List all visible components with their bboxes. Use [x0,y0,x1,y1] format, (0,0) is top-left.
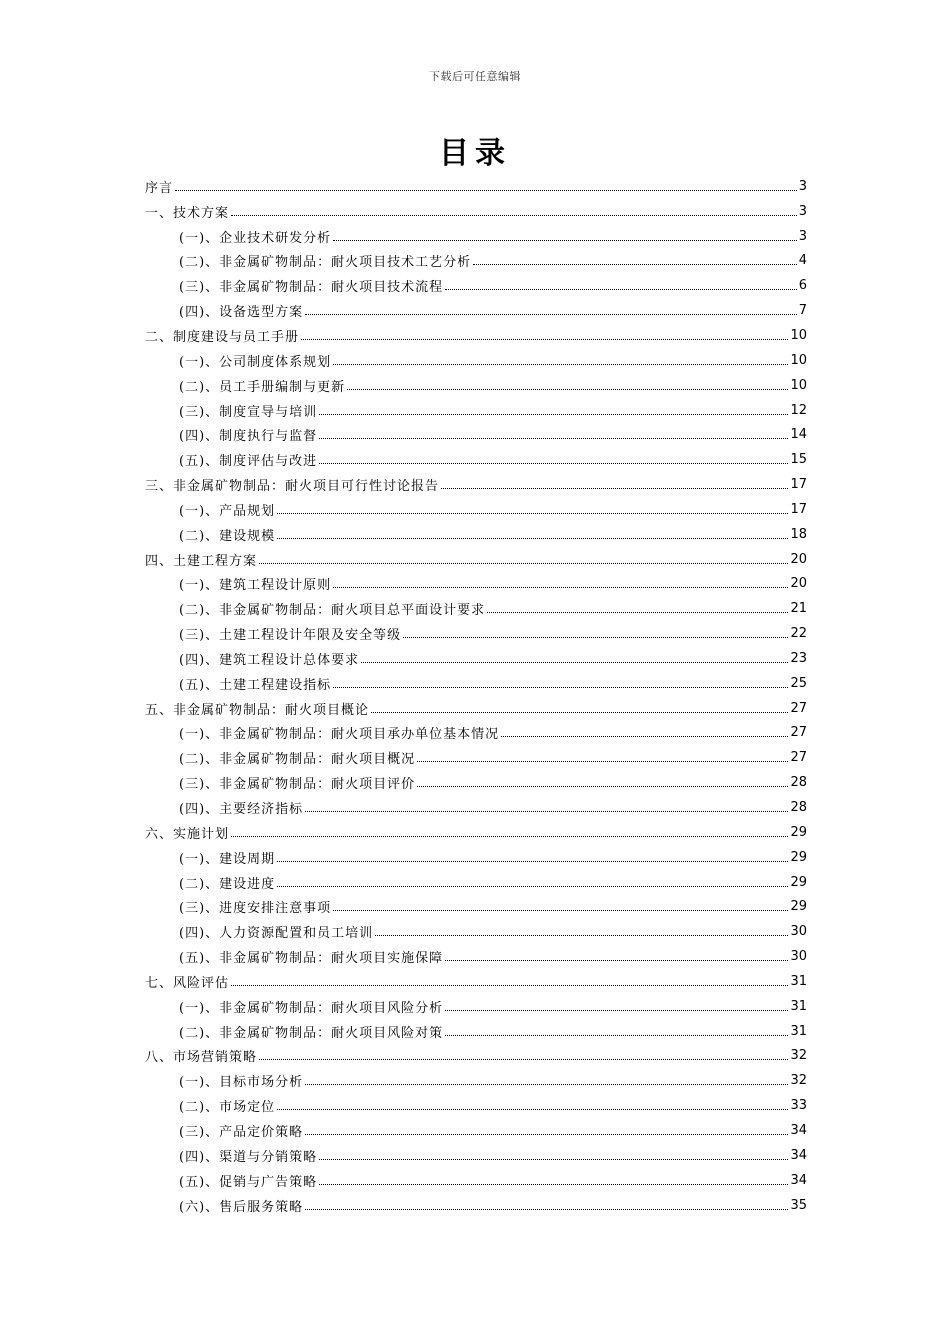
toc-entry[interactable] [145,572,807,597]
toc-page-number: 22 [790,626,807,642]
toc-entry[interactable] [145,894,807,919]
toc-page-number: 17 [790,477,807,493]
toc-page-number: 3 [798,178,807,194]
toc-dot-leader [277,861,788,862]
toc-dot-leader [277,513,788,514]
toc-entry[interactable] [145,1143,807,1168]
toc-dot-leader [445,960,788,961]
toc-entry-text: (四)、渠道与分销策略 [179,1149,318,1165]
toc-entry[interactable] [145,298,807,323]
toc-dot-leader [231,215,797,216]
toc-dot-leader [319,1184,788,1185]
toc-entry-text: (二)、建设进度 [179,876,276,892]
table-of-contents [145,174,807,1217]
toc-entry-text: (三)、产品定价策略 [179,1124,304,1140]
toc-dot-leader [319,414,788,415]
toc-entry[interactable] [145,621,807,646]
toc-entry[interactable] [145,249,807,274]
toc-entry[interactable] [145,1093,807,1118]
toc-dot-leader [445,289,797,290]
toc-entry-text: (二)、员工手册编制与更新 [179,379,346,395]
toc-page-number: 34 [790,1172,807,1188]
toc-dot-leader [417,761,788,762]
toc-entry[interactable] [145,994,807,1019]
toc-entry-text: (三)、非金属矿物制品：耐火项目评价 [179,777,416,793]
toc-page-number: 31 [790,998,807,1014]
toc-dot-leader [277,886,788,887]
toc-entry-text: 八、市场营销策略 [145,1050,258,1066]
toc-entry[interactable] [145,1118,807,1143]
toc-page-number: 35 [790,1197,807,1213]
toc-entry-text: (一)、目标市场分析 [179,1075,304,1091]
toc-entry-text: (四)、人力资源配置和员工培训 [179,926,374,942]
toc-page-number: 17 [790,501,807,517]
toc-entry-text: (二)、非金属矿物制品：耐火项目总平面设计要求 [179,603,486,619]
toc-dot-leader [175,190,797,191]
toc-page-number: 10 [790,377,807,393]
toc-entry-text: (一)、非金属矿物制品：耐火项目承办单位基本情况 [179,727,500,743]
toc-dot-leader [403,637,788,638]
toc-dot-leader [305,314,797,315]
toc-entry-text: (三)、非金属矿物制品：耐火项目技术流程 [179,280,444,296]
toc-entry[interactable] [145,1193,807,1218]
toc-page-number: 25 [790,675,807,691]
toc-dot-leader [371,712,788,713]
toc-entry[interactable] [145,596,807,621]
toc-entry-text: 五、非金属矿物制品：耐火项目概论 [145,702,370,718]
toc-entry-text: (五)、土建工程建设指标 [179,677,332,693]
toc-page-number: 33 [790,1098,807,1114]
toc-page-number: 7 [798,303,807,319]
toc-dot-leader [333,687,788,688]
toc-dot-leader [305,1084,788,1085]
toc-page-number: 3 [798,228,807,244]
toc-dot-leader [305,1134,788,1135]
toc-entry[interactable] [145,845,807,870]
toc-dot-leader [441,488,788,489]
toc-entry[interactable] [145,323,807,348]
toc-entry[interactable] [145,745,807,770]
toc-page-number: 28 [790,775,807,791]
toc-entry[interactable] [145,199,807,224]
toc-entry-text: (五)、促销与广告策略 [179,1174,318,1190]
toc-dot-leader [277,1109,788,1110]
toc-entry-text: (二)、市场定位 [179,1100,276,1116]
toc-entry-text: 二、制度建设与员工手册 [145,329,300,345]
toc-entry[interactable] [145,373,807,398]
toc-entry-text: 七、风险评估 [145,975,230,991]
toc-entry-text: (四)、建筑工程设计总体要求 [179,652,360,668]
page-title: 目录 [439,136,511,171]
toc-page-number: 29 [790,824,807,840]
toc-page-number: 30 [790,949,807,965]
toc-dot-leader [319,1159,788,1160]
toc-entry-text: (五)、制度评估与改进 [179,454,318,470]
toc-page-number: 27 [790,725,807,741]
toc-dot-leader [231,985,788,986]
toc-page-number: 15 [790,452,807,468]
toc-page-number: 3 [798,203,807,219]
toc-entry[interactable] [145,422,807,447]
toc-page-number: 30 [790,924,807,940]
toc-page-number: 31 [790,973,807,989]
toc-page-number: 34 [790,1122,807,1138]
toc-page-number: 32 [790,1073,807,1089]
toc-entry[interactable] [145,224,807,249]
toc-dot-leader [259,563,788,564]
toc-page-number: 4 [798,253,807,269]
toc-page-number: 29 [790,849,807,865]
toc-dot-leader [305,811,788,812]
toc-page-number: 10 [790,327,807,343]
toc-entry[interactable] [145,721,807,746]
toc-entry-text: (一)、非金属矿物制品：耐火项目风险分析 [179,1000,444,1016]
toc-dot-leader [445,1010,788,1011]
toc-entry[interactable] [145,398,807,423]
toc-entry[interactable] [145,447,807,472]
toc-page-number: 20 [790,551,807,567]
toc-page-number: 28 [790,800,807,816]
toc-entry-text: (三)、土建工程设计年限及安全等级 [179,628,402,644]
toc-entry[interactable] [145,497,807,522]
toc-entry[interactable] [145,174,807,199]
toc-entry-text: (四)、制度执行与监督 [179,429,318,445]
toc-dot-leader [277,538,788,539]
toc-page-number: 29 [790,899,807,915]
toc-entry-text: (四)、设备选型方案 [179,305,304,321]
toc-entry[interactable] [145,696,807,721]
toc-dot-leader [259,1059,788,1060]
page-header: 下载后可任意编辑 [429,70,521,83]
toc-page-number: 29 [790,874,807,890]
toc-page-number: 32 [790,1048,807,1064]
toc-dot-leader [361,662,788,663]
toc-entry[interactable] [145,522,807,547]
toc-page-number: 20 [790,576,807,592]
toc-entry[interactable] [145,472,807,497]
toc-entry-text: (二)、建设规模 [179,528,276,544]
toc-entry-text: (二)、非金属矿物制品：耐火项目风险对策 [179,1025,444,1041]
toc-entry-text: (一)、建筑工程设计原则 [179,578,332,594]
toc-dot-leader [301,339,788,340]
toc-entry[interactable] [145,348,807,373]
toc-page-number: 31 [790,1023,807,1039]
toc-page-number: 10 [790,352,807,368]
toc-page-number: 21 [790,601,807,617]
toc-entry[interactable] [145,547,807,572]
toc-entry-text: (一)、建设周期 [179,851,276,867]
toc-entry-text: (一)、公司制度体系规划 [179,354,332,370]
toc-entry[interactable] [145,1168,807,1193]
toc-entry-text: (五)、非金属矿物制品：耐火项目实施保障 [179,951,444,967]
toc-dot-leader [305,1209,788,1210]
toc-page-number: 6 [798,278,807,294]
toc-entry-text: (一)、产品规划 [179,503,276,519]
toc-dot-leader [487,612,788,613]
toc-entry-text: 六、实施计划 [145,826,230,842]
toc-entry[interactable] [145,795,807,820]
toc-dot-leader [319,438,788,439]
toc-dot-leader [445,1035,788,1036]
toc-dot-leader [333,240,797,241]
toc-page-number: 27 [790,700,807,716]
toc-dot-leader [501,736,788,737]
toc-entry[interactable] [145,1068,807,1093]
toc-entry[interactable] [145,770,807,795]
toc-entry-text: (三)、制度宣导与培训 [179,404,318,420]
toc-dot-leader [319,463,788,464]
toc-entry-text: (四)、主要经济指标 [179,802,304,818]
toc-page-number: 14 [790,427,807,443]
toc-dot-leader [333,364,788,365]
toc-entry[interactable] [145,1044,807,1069]
toc-dot-leader [417,786,788,787]
toc-entry-text: (三)、进度安排注意事项 [179,901,332,917]
toc-entry[interactable] [145,944,807,969]
toc-page-number: 27 [790,750,807,766]
toc-entry-text: 三、非金属矿物制品：耐火项目可行性讨论报告 [145,479,440,495]
toc-entry[interactable] [145,273,807,298]
toc-dot-leader [231,836,788,837]
toc-dot-leader [333,910,788,911]
toc-entry-text: (二)、非金属矿物制品：耐火项目技术工艺分析 [179,255,472,271]
toc-page-number: 34 [790,1147,807,1163]
toc-entry[interactable] [145,1019,807,1044]
toc-dot-leader [333,587,788,588]
toc-entry[interactable] [145,820,807,845]
toc-entry-text: 序言 [145,180,174,196]
toc-dot-leader [347,389,788,390]
toc-entry[interactable] [145,919,807,944]
toc-page-number: 12 [790,402,807,418]
toc-dot-leader [375,935,788,936]
toc-page-number: 23 [790,650,807,666]
toc-entry-text: 四、土建工程方案 [145,553,258,569]
toc-entry[interactable] [145,646,807,671]
toc-entry-text: 一、技术方案 [145,205,230,221]
toc-entry-text: (二)、非金属矿物制品：耐火项目概况 [179,752,416,768]
toc-entry-text: (六)、售后服务策略 [179,1199,304,1215]
toc-entry-text: (一)、企业技术研发分析 [179,230,332,246]
toc-entry[interactable] [145,870,807,895]
toc-entry[interactable] [145,969,807,994]
toc-page-number: 18 [790,526,807,542]
toc-entry[interactable] [145,671,807,696]
toc-dot-leader [473,264,797,265]
